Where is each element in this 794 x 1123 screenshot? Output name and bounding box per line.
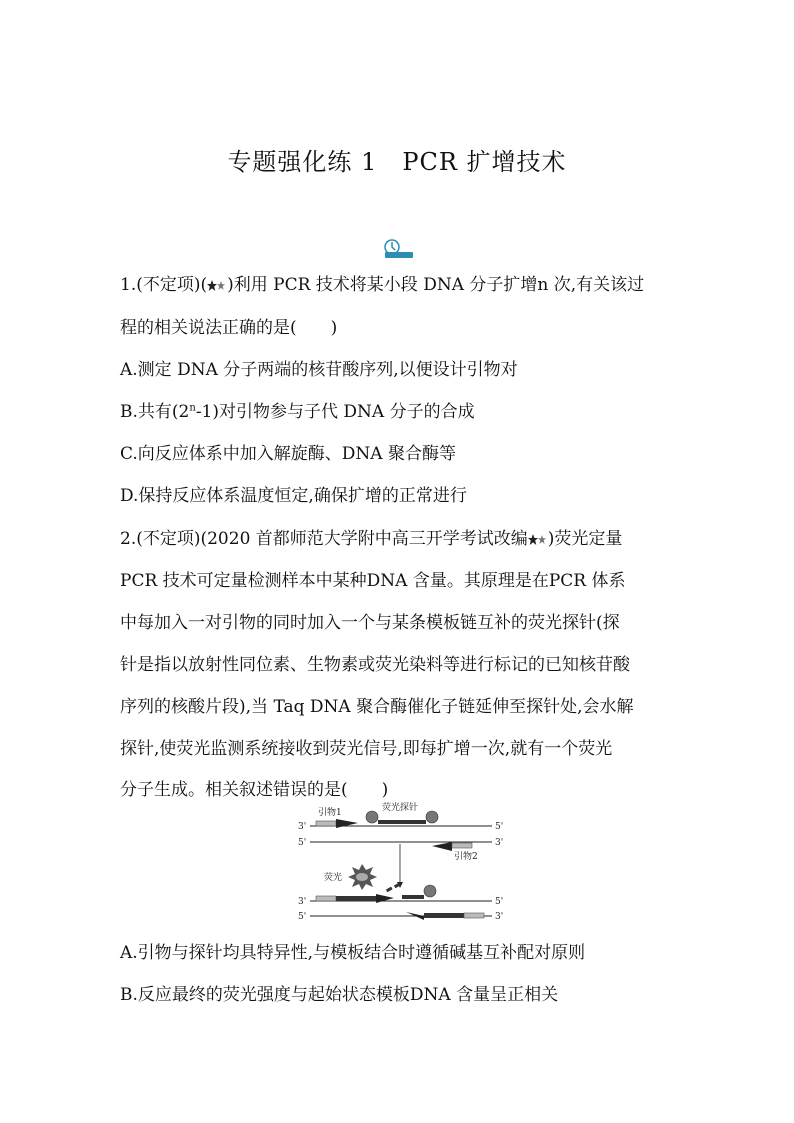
end-label: 5' <box>298 912 307 922</box>
q2-option-a: A.引物与探针均具特异性,与模板结合时遵循碱基互补配对原则 <box>120 943 586 963</box>
q1-prefix: 1.(不定项)( <box>120 275 208 295</box>
q2-stem-line2: PCR 技术可定量检测样本中某种DNA 含量。其原理是在PCR 体系 <box>120 571 626 591</box>
extension-arrow-icon <box>376 894 394 903</box>
q2-stem-line6: 探针,使荧光监测系统接收到荧光信号,即每扩增一次,就有一个荧光 <box>120 739 613 759</box>
q1-stem-text: )利用 PCR 技术将某小段 DNA 分子扩增n 次,有关该过 <box>227 275 645 295</box>
primer1-bar <box>316 821 336 826</box>
end-label: 5' <box>495 822 504 832</box>
q2-stem-line1 <box>120 524 622 549</box>
section-badge-icon <box>381 238 417 260</box>
q1-option-b-prefix: B.共有(2 <box>120 402 190 422</box>
end-label: 3' <box>298 897 307 907</box>
primer2-bar <box>452 843 472 848</box>
q1-stem-line2: 程的相关说法正确的是( ) <box>120 318 338 338</box>
q2-stem-text: )荧光定量 <box>547 529 623 549</box>
primer2-arrow-icon <box>432 842 452 851</box>
primer1-arrow-icon <box>336 819 358 828</box>
q2-option-b: B.反应最终的荧光强度与起始状态模板DNA 含量呈正相关 <box>120 985 559 1005</box>
quencher-dot-icon <box>424 885 436 897</box>
probe-fluor-dot-icon <box>366 811 378 823</box>
q2-prefix: 2.(不定项)(2020 首都师范大学附中高三开学考试改编 <box>120 529 528 549</box>
primer1-label: 引物1 <box>318 808 342 818</box>
probe-bar <box>378 820 426 824</box>
q1-stem-line1 <box>120 270 644 295</box>
q2-stem-line7: 分子生成。相关叙述错误的是( ) <box>120 780 389 800</box>
extended-strand-2 <box>424 913 464 918</box>
probe-remnant <box>402 895 424 899</box>
end-label: 3' <box>495 838 504 848</box>
q1-option-b-exponent: n <box>189 402 196 414</box>
extended-strand <box>336 896 376 901</box>
difficulty-stars-icon <box>528 534 548 546</box>
q1-option-c: C.向反应体系中加入解旋酶、DNA 聚合酶等 <box>120 444 456 464</box>
q1-option-d: D.保持反应体系温度恒定,确保扩增的正常进行 <box>120 486 467 506</box>
probe-fragment <box>386 887 393 893</box>
primer2-bar-2 <box>464 913 484 918</box>
primer2-label: 引物2 <box>454 852 478 862</box>
q1-option-a: A.测定 DNA 分子两端的核苷酸序列,以便设计引物对 <box>120 360 518 380</box>
q2-stem-line4: 针是指以放射性同位素、生物素或荧光染料等进行标记的已知核苷酸 <box>120 655 630 675</box>
difficulty-stars-icon <box>207 280 227 292</box>
q1-option-b-text: -1)对引物参与子代 DNA 分子的合成 <box>195 402 475 422</box>
q1-option-b <box>120 397 475 422</box>
probe-quencher-dot-icon <box>426 811 438 823</box>
primer1-bar-2 <box>316 896 336 901</box>
end-label: 5' <box>495 897 504 907</box>
fluor-label: 荧光 <box>324 873 343 883</box>
end-label: 3' <box>495 912 504 922</box>
probe-label: 荧光探针 <box>382 803 419 813</box>
end-label: 3' <box>298 822 307 832</box>
fluor-molecule-icon <box>356 873 368 881</box>
end-label: 5' <box>298 838 307 848</box>
page-title: 专题强化练 1 PCR 扩增技术 <box>227 148 567 176</box>
q2-stem-line3: 中每加入一对引物的同时加入一个与某条模板链互补的荧光探针(探 <box>120 613 620 633</box>
q2-stem-line5: 序列的核酸片段),当 Taq DNA 聚合酶催化子链延伸至探针处,会水解 <box>120 697 634 717</box>
pcr-probe-diagram <box>296 798 506 928</box>
